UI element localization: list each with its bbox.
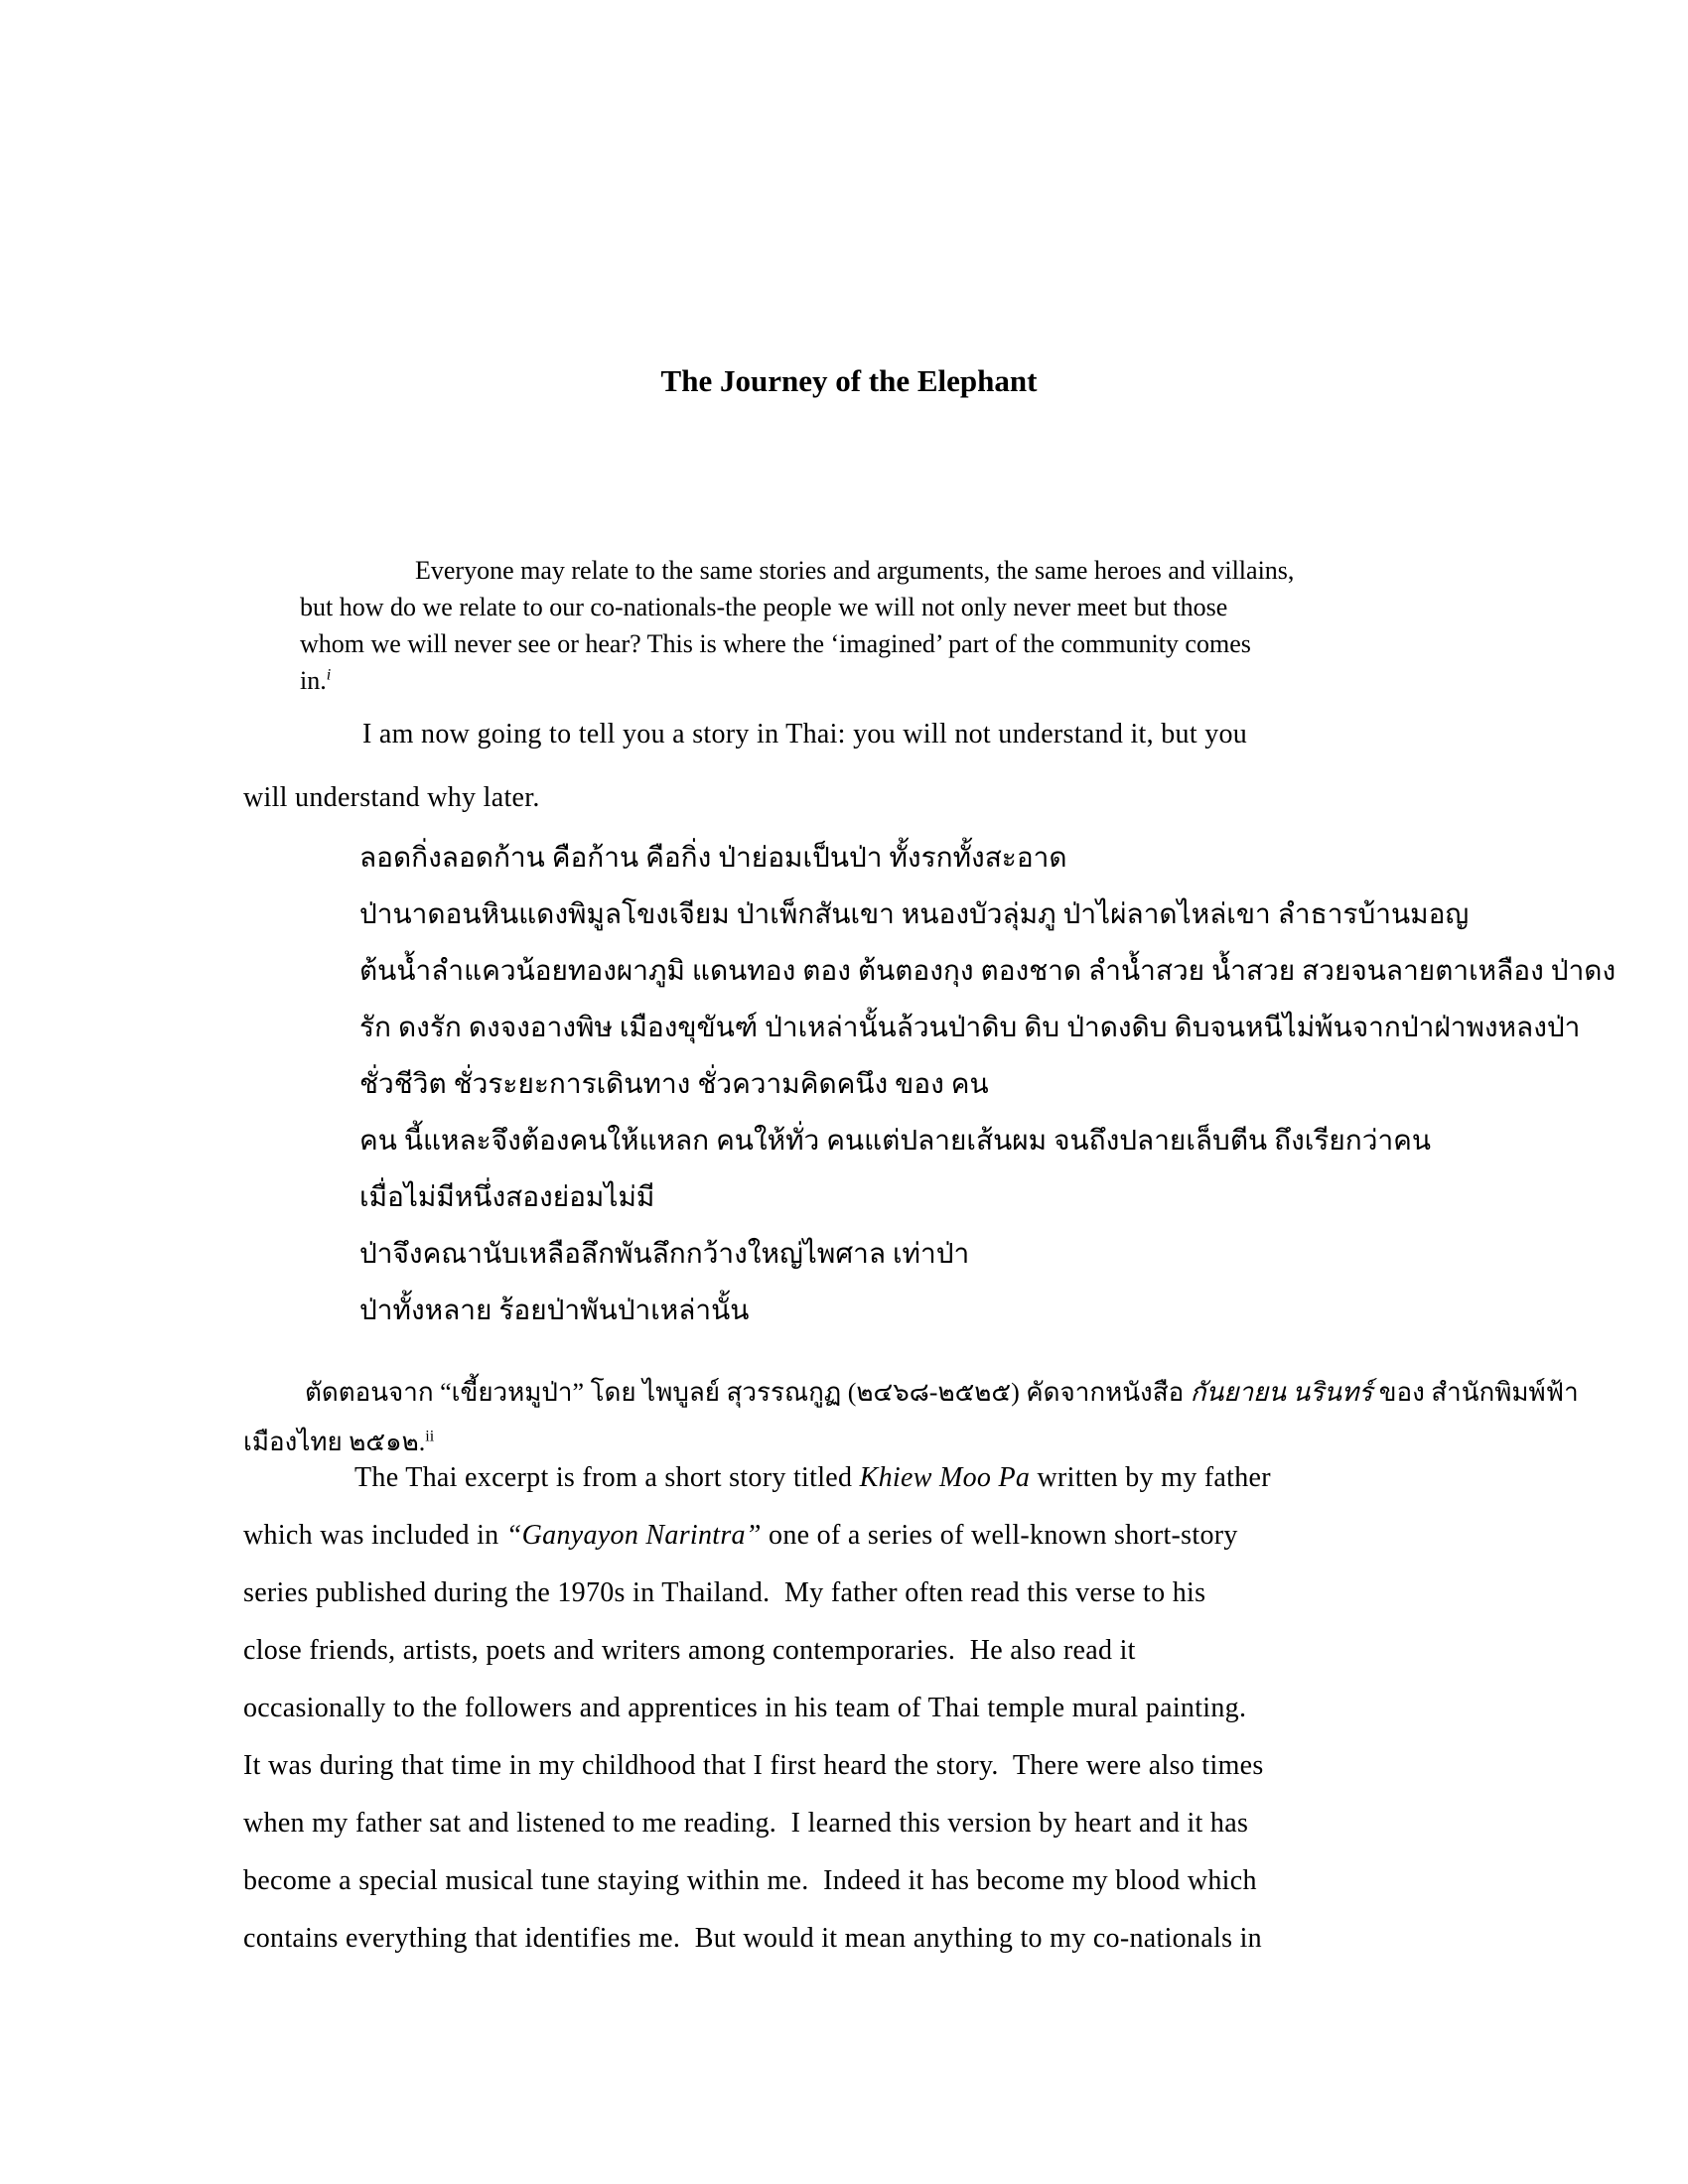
text-segment: ต้นน้ำลำแควน้อยทองผาภูมิ แดนทอง ตอง ต้นตองกุง ตองชาด ลำน้ำสวย น้ำสวย สวยจนลายตาเหลือง ป่าดง — [359, 956, 1617, 987]
text-segment: The Thai excerpt is from a short story titled — [354, 1462, 860, 1493]
text-segment: become a special musical tune staying within me. Indeed it has become my blood which — [243, 1865, 1257, 1896]
text-segment: ตัดตอนจาก “เขี้ยวหมูป่า” โดย ไพบูลย์ สุวรรณกูฏ (๒๔๖๘-๒๕๒๕) คัดจากหนังสือ — [305, 1378, 1191, 1407]
text-segment: ชั่วชีวิต ชั่วระยะการเดินทาง ชั่วความคิดคนึง ของ คน — [359, 1069, 989, 1100]
paragraph-line — [243, 1449, 1463, 1507]
epigraph-line — [300, 552, 1392, 589]
text-segment: when my father sat and listened to me reading. I learned this version by heart and it has — [243, 1808, 1249, 1839]
text-segment: will understand why later. — [243, 782, 540, 813]
paragraph-line — [243, 1507, 1463, 1565]
text-segment: เมื่อไม่มีหนึ่งสองย่อมไม่มี — [359, 1182, 655, 1213]
paragraph-line — [243, 766, 1460, 830]
attribution-line — [243, 1368, 1579, 1418]
footnote-marker: i — [326, 666, 332, 684]
thai-verse-line — [359, 1056, 1462, 1113]
document-title: The Journey of the Elephant — [660, 363, 1038, 398]
thai-verse-line — [359, 1000, 1581, 1056]
closing-paragraph — [243, 1449, 1463, 1968]
text-segment: ลอดกิ่งลอดก้าน คือก้าน คือกิ่ง ป่าย่อมเป็นป่า ทั้งรกทั้งสะอาด — [359, 843, 1067, 874]
epigraph-line — [300, 589, 1392, 625]
text-segment: but how do we relate to our co-nationals-the people we will not only never meet but those — [300, 593, 1228, 621]
text-segment: whom we will never see or hear? This is where the ‘imagined’ part of the community comes — [300, 629, 1251, 658]
paragraph-line — [243, 1737, 1463, 1795]
text-segment: รัก ดงรัก ดงจงอางพิษ เมืองขุขันฑ์ ป่าเหล่านั้นล้วนป่าดิบ ดิบ ป่าดงดิบ ดิบจนหนีไม่พ้นจากป่าฝ่าพงหลงป่า — [359, 1013, 1581, 1043]
thai-verse-line — [359, 1113, 1462, 1169]
thai-verse-line — [359, 1226, 1462, 1283]
text-segment: written by my father — [1030, 1462, 1271, 1493]
thai-verse-line — [359, 830, 1462, 887]
text-segment: contains everything that identifies me. But would it mean anything to my co-nationals in — [243, 1923, 1262, 1954]
paragraph-line — [243, 1852, 1463, 1910]
text-segment: which was included in — [243, 1520, 506, 1551]
paragraph-line — [243, 1680, 1463, 1737]
footnote-marker: ii — [425, 1428, 435, 1445]
paragraph-line — [243, 703, 1460, 766]
thai-verse-block — [359, 830, 1617, 1339]
text-segment: กันยายน นรินทร์ — [1190, 1378, 1373, 1407]
text-segment: occasionally to the followers and apprentices in his team of Thai temple mural painting. — [243, 1693, 1247, 1723]
text-segment: in. — [300, 666, 327, 695]
intro-paragraph — [243, 703, 1460, 830]
thai-verse-line — [359, 1283, 1462, 1339]
paragraph-line — [243, 1910, 1463, 1968]
text-segment: “Ganyayon Narintra” — [505, 1520, 762, 1551]
text-segment: ป่าจึงคณานับเหลือลึกพันลึกกว้างใหญ่ไพศาล เท่าป่า — [359, 1239, 970, 1270]
text-segment: Khiew Moo Pa — [859, 1462, 1031, 1493]
thai-verse-line — [359, 887, 1470, 943]
text-segment: ของ สำนักพิมพ์ฟ้า — [1372, 1378, 1579, 1407]
text-segment: เมืองไทย ๒๕๑๒. — [243, 1428, 426, 1456]
paragraph-line — [243, 1622, 1463, 1680]
text-segment: one of a series of well-known short-story — [761, 1520, 1238, 1551]
text-segment: I am now going to tell you a story in Thai: you will not understand it, but you — [362, 719, 1248, 750]
paragraph-line — [243, 1565, 1463, 1622]
thai-verse-line — [359, 1169, 1462, 1226]
text-segment: คน นี้แหละจึงต้องคนให้แหลก คนให้ทั่ว คนแต่ปลายเส้นผม จนถึงปลายเล็บตีน ถึงเรียกว่าคน — [359, 1126, 1432, 1157]
text-segment: series published during the 1970s in Thailand. My father often read this verse to his — [243, 1577, 1206, 1608]
text-segment: ป่าทั้งหลาย ร้อยป่าพันป่าเหล่านั้น — [359, 1296, 750, 1326]
text-segment: close friends, artists, poets and writers among contemporaries. He also read it — [243, 1635, 1136, 1666]
text-segment: Everyone may relate to the same stories and arguments, the same heroes and villains, — [415, 556, 1295, 585]
epigraph-block — [300, 552, 1392, 699]
epigraph-line — [300, 625, 1392, 662]
text-segment: It was during that time in my childhood that I first heard the story. There were also times — [243, 1750, 1264, 1781]
text-segment: ป่านาดอนหินแดงพิมูลโขงเจียม ป่าเพ็กสันเขา หนองบัวลุ่มภู ป่าไผ่ลาดไหล่เขา ลำธารบ้านมอญ — [359, 899, 1470, 930]
epigraph-line — [300, 662, 1392, 699]
paragraph-line — [243, 1795, 1463, 1852]
thai-verse-line — [359, 943, 1617, 1000]
